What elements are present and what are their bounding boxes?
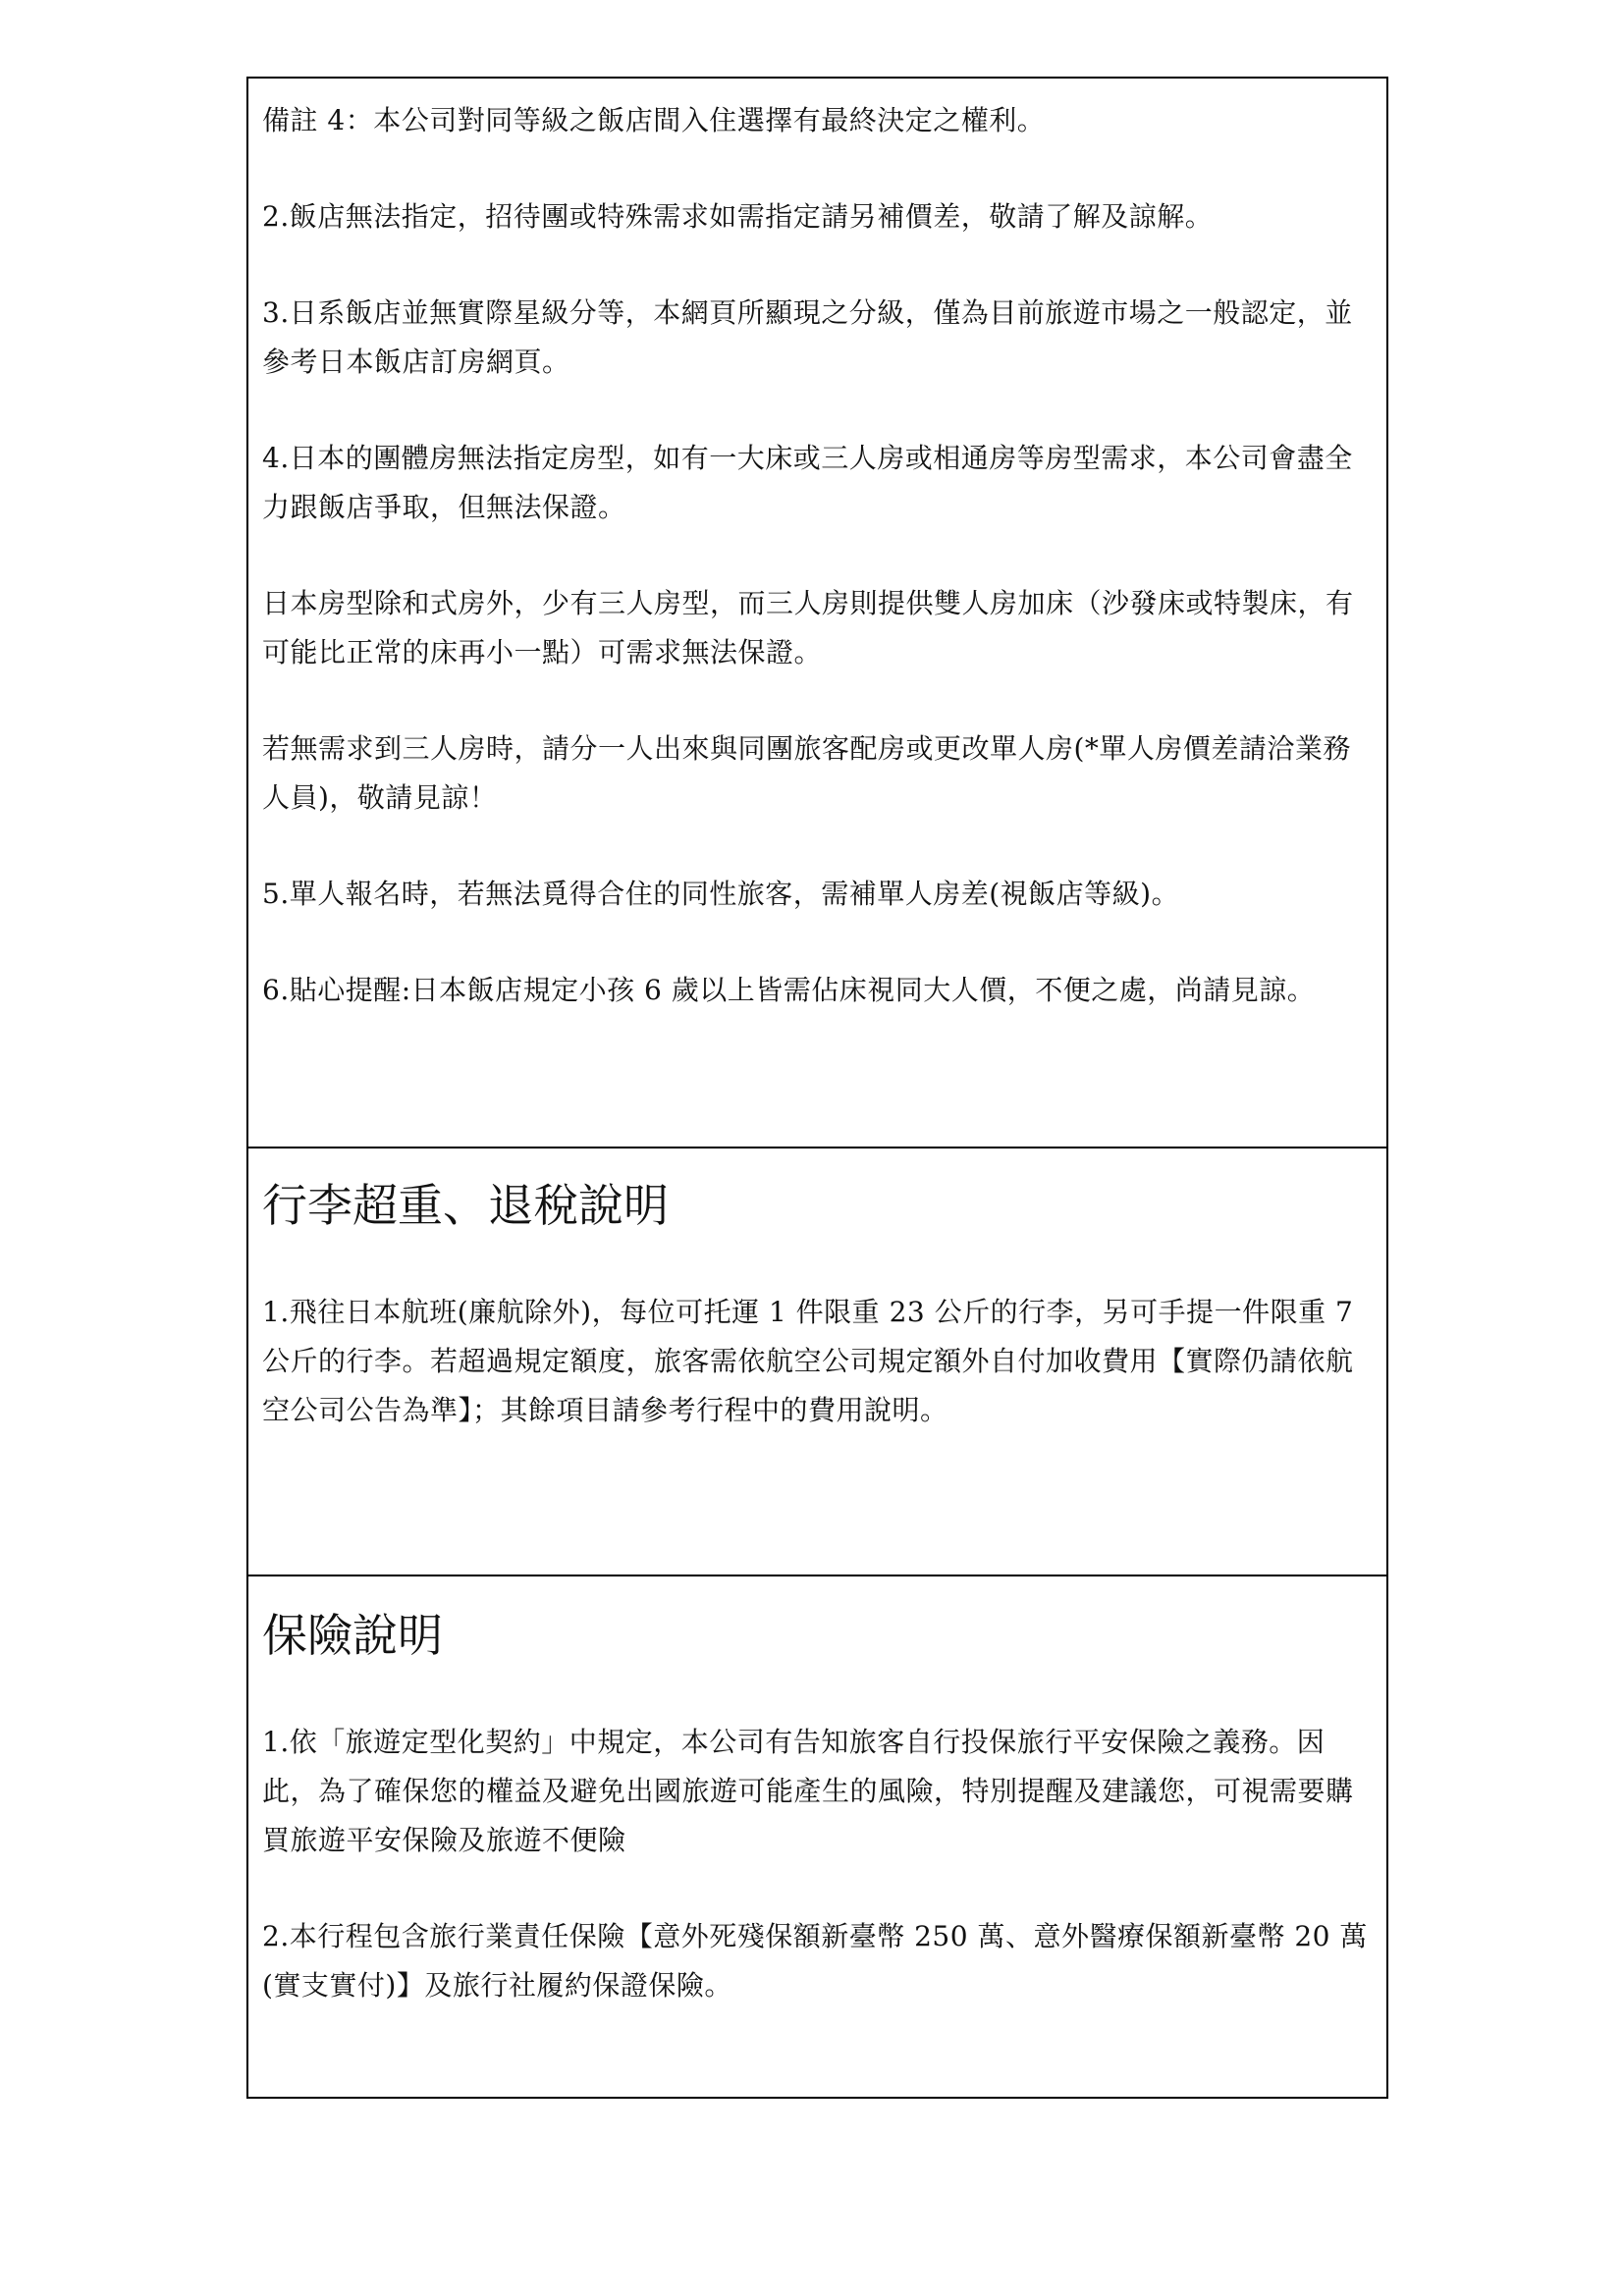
hotel-note-triple-room: 日本房型除和式房外，少有三人房型，而三人房則提供雙人房加床（沙發床或特製床，有可能比正常的床再小一點）可需求無法保證。 bbox=[262, 587, 1354, 668]
hotel-note-child-bed: 6.貼心提醒:日本飯店規定小孩 6 歲以上皆需佔床視同大人價，不便之處，尚請見諒。 bbox=[262, 974, 1316, 1006]
insurance-notice-text: 1.依「旅遊定型化契約」中規定，本公司有告知旅客自行投保旅行平安保險之義務。因此，為了確保您的權益及避免出國旅遊可能產生的風險，特別提醒及建議您，可視需要購買旅遊平安保險及旅遊不便險 bbox=[262, 1726, 1354, 1856]
luggage-cell bbox=[248, 1147, 1386, 1575]
hotel-note-star-rating: 3.日系飯店並無實際星級分等，本網頁所顯現之分級，僅為目前旅遊市場之一般認定，並參考日本飯店訂房網頁。 bbox=[262, 296, 1353, 378]
insurance-section-title: 保險說明 bbox=[262, 1609, 443, 1662]
luggage-allowance-text: 1.飛往日本航班(廉航除外)，每位可托運 1 件限重 23 公斤的行李，另可手提一件限重 7 公斤的行李。若超過規定額度，旅客需依航空公司規定額外自付加收費用【實際仍請依航空公司公告為準】；其餘項目請參考行程中的費用說明。 bbox=[262, 1296, 1354, 1426]
hotel-note-4: 備註 4：本公司對同等級之飯店間入住選擇有最終決定之權利。 bbox=[262, 104, 1046, 136]
hotel-note-single-room-split: 若無需求到三人房時，請分一人出來與同團旅客配房或更改單人房(*單人房價差請洽業務人員)，敬請見諒！ bbox=[262, 732, 1351, 814]
insurance-coverage-text: 2.本行程包含旅行業責任保險【意外死殘保額新臺幣 250 萬、意外醫療保額新臺幣 20 萬(實支實付)】及旅行社履約保證保險。 bbox=[262, 1920, 1368, 2002]
hotel-notes-cell bbox=[248, 79, 1386, 1147]
document-table bbox=[246, 77, 1388, 2099]
luggage-section-title: 行李超重、退稅說明 bbox=[262, 1179, 669, 1232]
hotel-note-room-type: 4.日本的團體房無法指定房型，如有一大床或三人房或相通房等房型需求，本公司會盡全力跟飯店爭取，但無法保證。 bbox=[262, 442, 1353, 523]
hotel-note-single-supplement: 5.單人報名時，若無法覓得合住的同性旅客，需補單人房差(視飯店等級)。 bbox=[262, 878, 1180, 910]
hotel-note-no-designation: 2.飯店無法指定，招待團或特殊需求如需指定請另補價差，敬請了解及諒解。 bbox=[262, 200, 1214, 233]
insurance-cell bbox=[248, 1575, 1386, 2097]
